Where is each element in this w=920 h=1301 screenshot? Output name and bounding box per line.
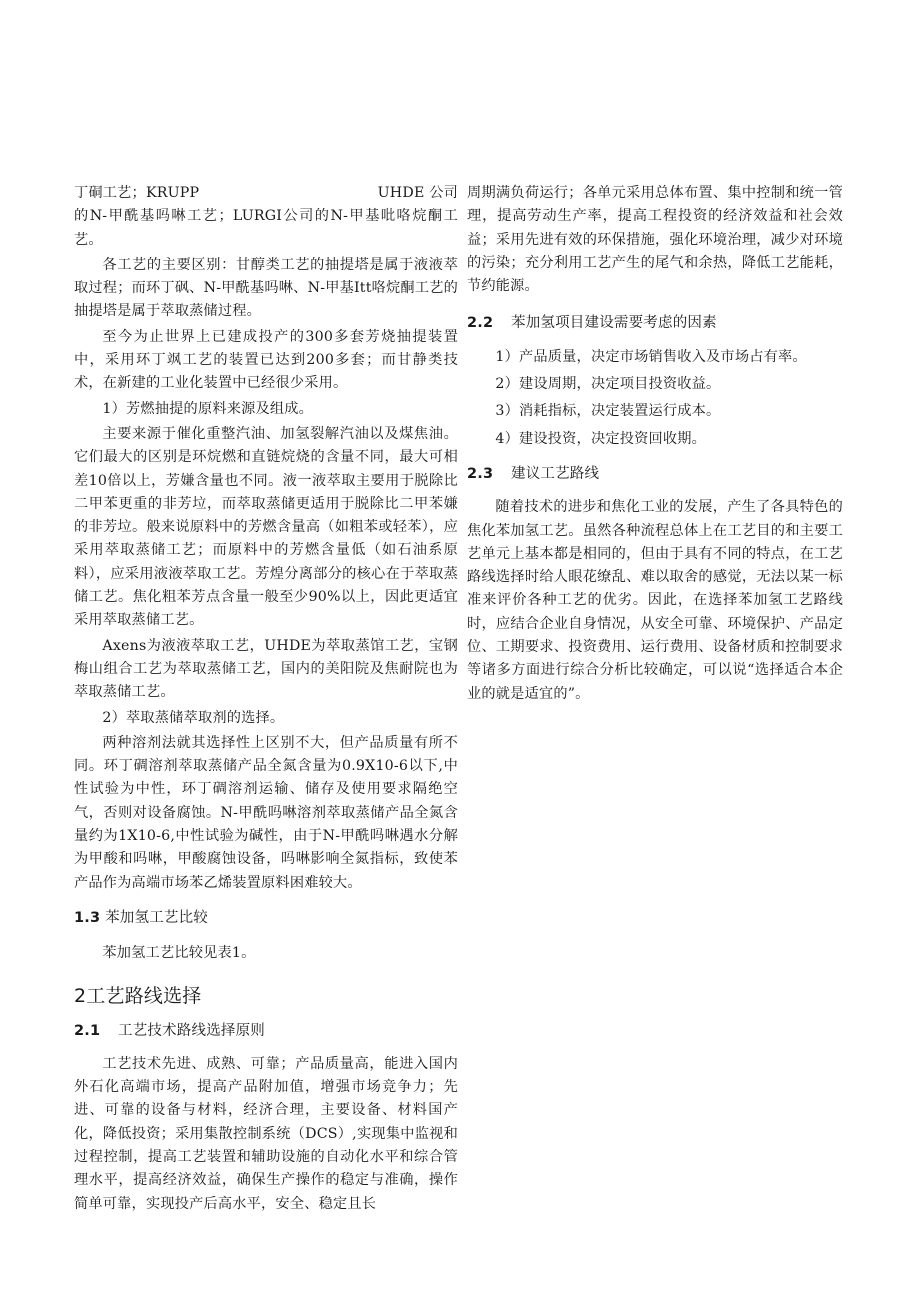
chapter-heading-2: 2工艺路线选择 xyxy=(74,984,202,1007)
section-number: 2.2 xyxy=(467,315,494,332)
paragraph-unit-count: 至今为止世界上已建成投产的300多套芳烧抽提装置中，采用环丁飒工艺的装置已达到200多套；而甘静类技术，在新建的工业化装置中已经很少采用。 xyxy=(74,328,458,392)
paragraph-solvent-choice: 两种溶剂法就其选择性上区别不大，但产品质量有所不同。环丁碉溶剂萃取蒸储产品全氮含量为0.9X10-6以下,中性试验为中性，环丁碉溶剂运输、储存及使用要求隔绝空气，否则对设备腐蚀。N-甲酰吗啉溶剂萃取蒸储产品全氮含量约为1X10-6,中性试验为碱性，由于N-甲酰吗啉遇水分解为甲酸和吗啉，甲酸腐蚀设备，吗啉影响全氮指标，致使苯产品作为高端市场苯乙烯装置原料困难较大。 xyxy=(74,734,458,891)
list-item-factor: 4）建设投资，决定投资回收期。 xyxy=(495,430,707,447)
section-heading-2-2 xyxy=(467,312,843,335)
section-heading-2-1 xyxy=(74,1020,458,1043)
right-column xyxy=(467,182,843,708)
paragraph-selection-principle: 工艺技术先进、成熟、可靠；产品质量高，能进入国内外石化高端市场，提高产品附加值，增强市场竞争力；先进、可靠的设备与材料，经济合理，主要设备、材料国产化，降低投资；采用集散控制系统（DCS）,实现集中监视和过程控制，提高工艺装置和辅助设施的自动化水平和综合管理水平，提高经济效益，确保生产操作的稳定与准确，操作简单可靠，实现投产后高水平，安全、稳定且长 xyxy=(74,1055,458,1212)
paragraph-axens: Axens为液液萃取工艺，UHDE为萃取蒸馆工艺，宝钢梅山组合工艺为萃取蒸储工艺，国内的美阳院及焦耐院也为萃取蒸储工艺。 xyxy=(74,637,458,701)
paragraph-continued: 周期满负荷运行；各单元采用总体布置、集中控制和统一管理，提高劳动生产率，提高工程投资的经济效益和社会效益；采用先进有效的环保措施，强化环境治理，减少对环境的污染；充分利用工艺产生的尾气和余热，降低工艺能耗，节约能源。 xyxy=(467,185,843,295)
list-item-factor: 3）消耗指标，决定装置运行成本。 xyxy=(495,403,721,420)
paragraph-process-difference: 各工艺的主要区别：甘醇类工艺的抽提塔是属于液液萃取过程；而环丁砜、N-甲酰基吗啉、N-甲基Itt咯烷酮工艺的抽提塔是属于萃取蒸储过程。 xyxy=(74,256,458,320)
list-item-factor: 2）建设周期，决定项目投资收益。 xyxy=(495,376,721,393)
list-item-solvent: 2）萃取蒸储萃取剂的选择。 xyxy=(102,709,285,726)
section-title: 工艺技术路线选择原则 xyxy=(118,1022,265,1039)
continued-text-b: UHDE 公司 xyxy=(377,185,458,201)
section-title: 建议工艺路线 xyxy=(511,465,600,482)
section-number: 1.3 xyxy=(74,909,101,926)
section-number: 2.3 xyxy=(467,465,494,482)
section-heading-1-3 xyxy=(74,907,458,930)
paragraph-route-recommendation: 随着技术的进步和焦化工业的发展，产生了各具特色的焦化苯加氢工艺。虽然各种流程总体上在工艺目的和主要工艺单元上基本都是相同的，但由于具有不同的特点，在工艺路线选择时给人眼花缭乱、难以取舍的感觉，无法以某一标准来评价各种工艺的优劣。因此，在选择苯加氢工艺路线时，应结合企业自身情况，从安全可靠、环境保护、产品定位、工期要求、投资费用、运行费用、设备材质和控制要求等诸多方面进行综合分析比较确定，可以说“选择适合本企业的就是适宜的”。 xyxy=(467,499,843,702)
paragraph-table-reference: 苯加氢工艺比较见表1。 xyxy=(102,945,256,962)
list-item-feedstock: 1）芳燃抽提的原料来源及组成。 xyxy=(102,400,314,417)
continued-text-a: 丁硐工艺；KRUPP xyxy=(74,185,200,201)
continued-text-line2: 的N-甲酰基吗啉工艺；LURGI公司的N-甲基吡咯烷酮工艺。 xyxy=(74,208,458,248)
section-number: 2.1 xyxy=(74,1022,101,1039)
list-item-factor: 1）产品质量，决定市场销售收入及市场占有率。 xyxy=(495,348,807,365)
paragraph-feedstock-source: 主要来源于催化重整汽油、加氢裂解汽油以及煤焦油。它们最大的区别是环烷燃和直链烷烧的含量不同，最大可相差10倍以上，芳嫌含量也不同。液一液萃取主要用于脱除比二甲苯更重的非芳垃，而萃取蒸储更适用于脱除比二甲苯嫌的非芳垃。般来说原料中的芳燃含量高（如粗苯或轻苯），应采用萃取蒸储工艺；而原料中的芳燃含量低（如石油系原料），应采用液液萃取工艺。芳煌分离部分的核心在于萃取蒸储工艺。焦化粗苯芳点含量一般至少90%以上，因此更适宜采用萃取蒸储工艺。 xyxy=(74,425,458,629)
section-title: 苯加氢工艺比较 xyxy=(105,909,209,926)
left-column xyxy=(74,182,458,1218)
continued-line xyxy=(74,182,458,205)
section-title: 苯加氢项目建设需要考虑的因素 xyxy=(511,315,717,332)
section-heading-2-3 xyxy=(467,463,843,486)
